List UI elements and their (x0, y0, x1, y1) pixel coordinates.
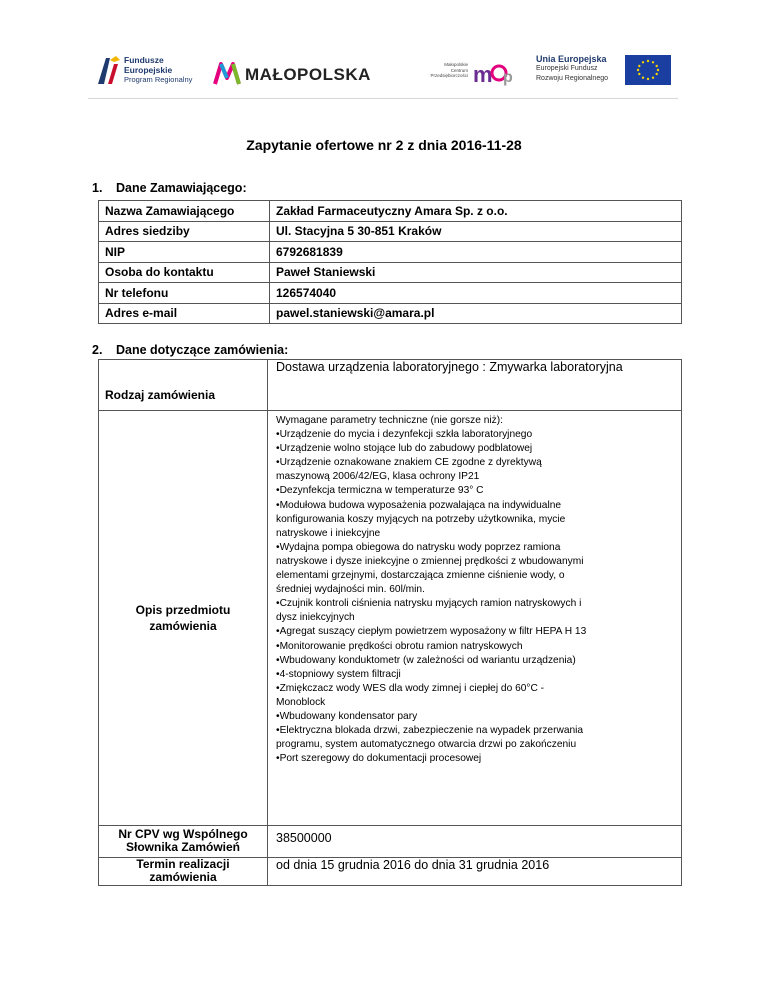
document-title: Zapytanie ofertowe nr 2 z dnia 2016-11-28 (246, 137, 522, 153)
unia-europejska-logo-text: Unia Europejska Europejski Fundusz Rozwoju Regionalnego (536, 54, 608, 82)
table-row (99, 262, 682, 283)
description-value: Wymagane parametry techniczne (nie gorsze niż): •Urządzenie do mycia i dezynfekcji szkła laboratoryjnego •Urządzenie wolno stojące lub do zabudowy podblatowej •Urządzenie oznakowane znakiem CE zgodne z dyrektywą maszynową 2006/42/EG, klasa ochrony IP21 •Dezynfekcja termiczna w temperaturze 93° C •Modułowa budowa wyposażenia pozwalająca na indywidualne konfigurowania koszy myjących na potrzeby użytkownika, mycie natryskowe i iniekcyjne •Wydajna pompa obiegowa do natrysku wody poprzez ramiona natryskowe i dysze iniekcyjne o zmiennej prędkości z wbudowanymi elementami grzejnymi, dostarczająca zmienne ciśnienie wody, o średniej wydajności min. 60l/min. •Czujnik kontroli ciśnienia natrysku myjących ramion natryskowych i dysz iniekcyjnych •Agregat suszący ciepłym powietrzem wyposażony w filtr HEPA H 13 •Monitorowanie prędkości obrotu ramion natryskowych •Wbudowany konduktometr (w zależności od wariantu urządzenia) •4-stopniowy system filtracji •Zmiękczacz wody WES dla wody zimnej i ciepłej do 60°C - Monoblock •Wbudowany kondensator pary •Elektryczna blokada drzwi, zabezpieczenie na wypadek przerwania programu, system automatycznego otwarcia drzwi po zakończeniu •Port szeregowy do dokumentacji procesowej (268, 411, 682, 826)
svg-text:m: m (473, 62, 493, 87)
row-label: Nr telefonu (99, 283, 270, 304)
svg-text:p: p (503, 69, 513, 86)
mcp-logo-icon (472, 58, 514, 88)
table-row (99, 303, 682, 324)
contracting-party-table (98, 200, 682, 324)
table-row (99, 360, 682, 411)
section-1-heading: 1. Dane Zamawiającego: (92, 181, 247, 195)
table-row (99, 858, 682, 886)
table-row (99, 201, 682, 222)
row-label: NIP (99, 242, 270, 263)
row-value: pawel.staniewski@amara.pl (270, 303, 682, 324)
fundusze-europejskie-logo-icon (96, 54, 122, 88)
cpv-value: 38500000 (268, 826, 682, 858)
row-label: Adres e-mail (99, 303, 270, 324)
row-label: Nazwa Zamawiającego (99, 201, 270, 222)
mcp-logo-text: Małopolskie Centrum Przedsiębiorczości (430, 62, 468, 78)
row-value: Zakład Farmaceutyczny Amara Sp. z o.o. (270, 201, 682, 222)
eu-flag-icon (625, 55, 671, 85)
order-details-table (98, 359, 682, 886)
table-row (99, 411, 682, 826)
description-label: Opis przedmiotu zamówienia (99, 411, 268, 826)
row-label: Adres siedziby (99, 221, 270, 242)
term-value: od dnia 15 grudnia 2016 do dnia 31 grudnia 2016 (268, 858, 682, 886)
row-value: Paweł Staniewski (270, 262, 682, 283)
order-type-label: Rodzaj zamówienia (99, 360, 268, 411)
row-label: Osoba do kontaktu (99, 262, 270, 283)
logo-bar (88, 46, 678, 99)
section-2-heading: 2. Dane dotyczące zamówienia: (92, 343, 289, 357)
fundusze-europejskie-logo-text: Fundusze Europejskie Program Regionalny (124, 55, 193, 84)
term-label: Termin realizacji zamówienia (99, 858, 268, 886)
order-type-value: Dostawa urządzenia laboratoryjnego : Zmywarka laboratoryjna (268, 360, 682, 411)
row-value: 126574040 (270, 283, 682, 304)
row-value: 6792681839 (270, 242, 682, 263)
table-row (99, 283, 682, 304)
table-row (99, 221, 682, 242)
table-row (99, 242, 682, 263)
table-row (99, 826, 682, 858)
cpv-label: Nr CPV wg Wspólnego Słownika Zamówień (99, 826, 268, 858)
malopolska-logo-icon (212, 60, 242, 86)
row-value: Ul. Stacyjna 5 30-851 Kraków (270, 221, 682, 242)
malopolska-logo-text: MAŁOPOLSKA (245, 65, 371, 84)
